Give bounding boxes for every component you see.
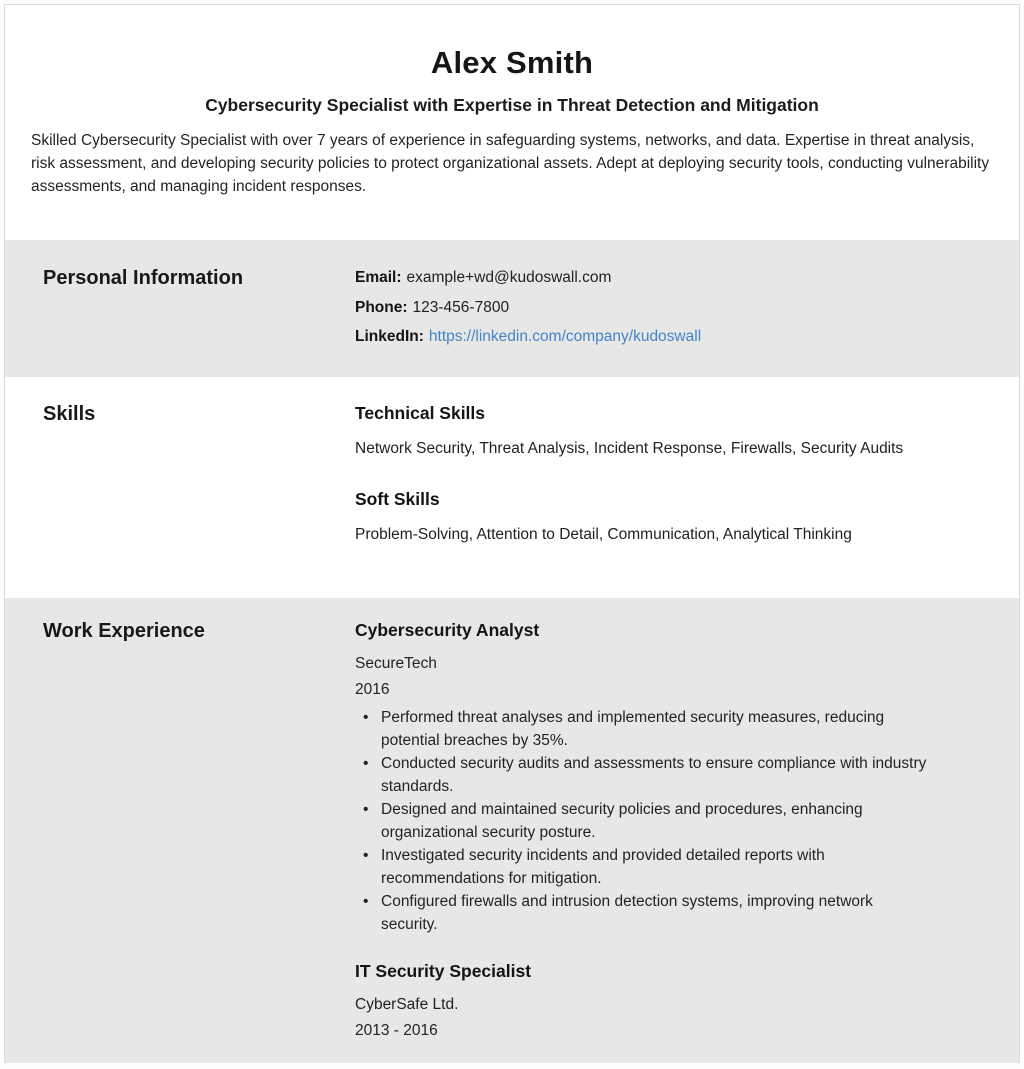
technical-skills-heading: Technical Skills <box>355 403 486 423</box>
candidate-headline: Cybersecurity Specialist with Expertise in Threat Detection and Mitigation <box>205 95 819 115</box>
candidate-summary: Skilled Cybersecurity Specialist with over 7 years of experience in safeguarding systems, networks, and data. Expertise in threat analysis, risk assessment, and developing security policies to protect organizational assets. Adept at deploying security tools, conducting vulnerability assessments, and managing incident responses. <box>31 132 990 195</box>
personal-information-content <box>355 267 963 377</box>
job-bullet: • Configured firewalls and intrusion detection systems, improving network security. <box>355 890 933 936</box>
soft-skills-group <box>355 489 933 546</box>
job-title: Cybersecurity Analyst <box>355 620 540 640</box>
section-work-experience <box>5 598 1019 1063</box>
job-entry <box>355 620 933 936</box>
personal-information-title: Personal Information <box>43 267 244 289</box>
skills-content <box>355 403 963 598</box>
resume-card <box>4 4 1020 1063</box>
personal-information-title-column <box>5 267 355 377</box>
work-experience-content <box>355 620 963 1063</box>
section-skills <box>5 377 1019 598</box>
job-bullet: • Investigated security incidents and provided detailed reports with recommendations for mitigation. <box>355 844 933 890</box>
job-bullet: • Conducted security audits and assessments to ensure compliance with industry standards. <box>355 752 933 798</box>
technical-skills-list: Network Security, Threat Analysis, Incident Response, Firewalls, Security Audits <box>355 440 904 457</box>
job-bullet: • Performed threat analyses and implemented security measures, reducing potential breaches by 35%. <box>355 706 933 752</box>
skills-title: Skills <box>43 403 96 425</box>
phone-row <box>355 297 933 318</box>
soft-skills-list: Problem-Solving, Attention to Detail, Communication, Analytical Thinking <box>355 526 852 543</box>
linkedin-link[interactable]: https://linkedin.com/company/kudoswall <box>428 328 702 345</box>
phone-label: Phone: <box>355 298 408 316</box>
resume-header <box>5 5 1019 240</box>
phone-value: 123-456-7800 <box>412 298 510 316</box>
job-dates: 2013 - 2016 <box>355 1022 438 1039</box>
job-title: IT Security Specialist <box>355 961 532 981</box>
email-value: example+wd@kudoswall.com <box>406 269 612 286</box>
job-bullet-list <box>355 706 933 936</box>
job-dates: 2016 <box>355 681 390 698</box>
job-bullet: • Designed and maintained security policies and procedures, enhancing organizational security posture. <box>355 798 933 844</box>
email-row <box>355 267 933 288</box>
work-experience-title-column <box>5 620 355 1063</box>
job-company: CyberSafe Ltd. <box>355 996 459 1013</box>
job-entry <box>355 961 933 1040</box>
section-personal-information <box>5 240 1019 377</box>
technical-skills-group <box>355 403 933 460</box>
soft-skills-heading: Soft Skills <box>355 489 440 509</box>
linkedin-label: LinkedIn: <box>355 328 424 345</box>
candidate-name: Alex Smith <box>430 45 594 80</box>
job-company: SecureTech <box>355 655 437 672</box>
work-experience-title: Work Experience <box>43 620 205 642</box>
skills-title-column <box>5 403 355 598</box>
email-label: Email: <box>355 269 402 286</box>
linkedin-row <box>355 326 933 347</box>
